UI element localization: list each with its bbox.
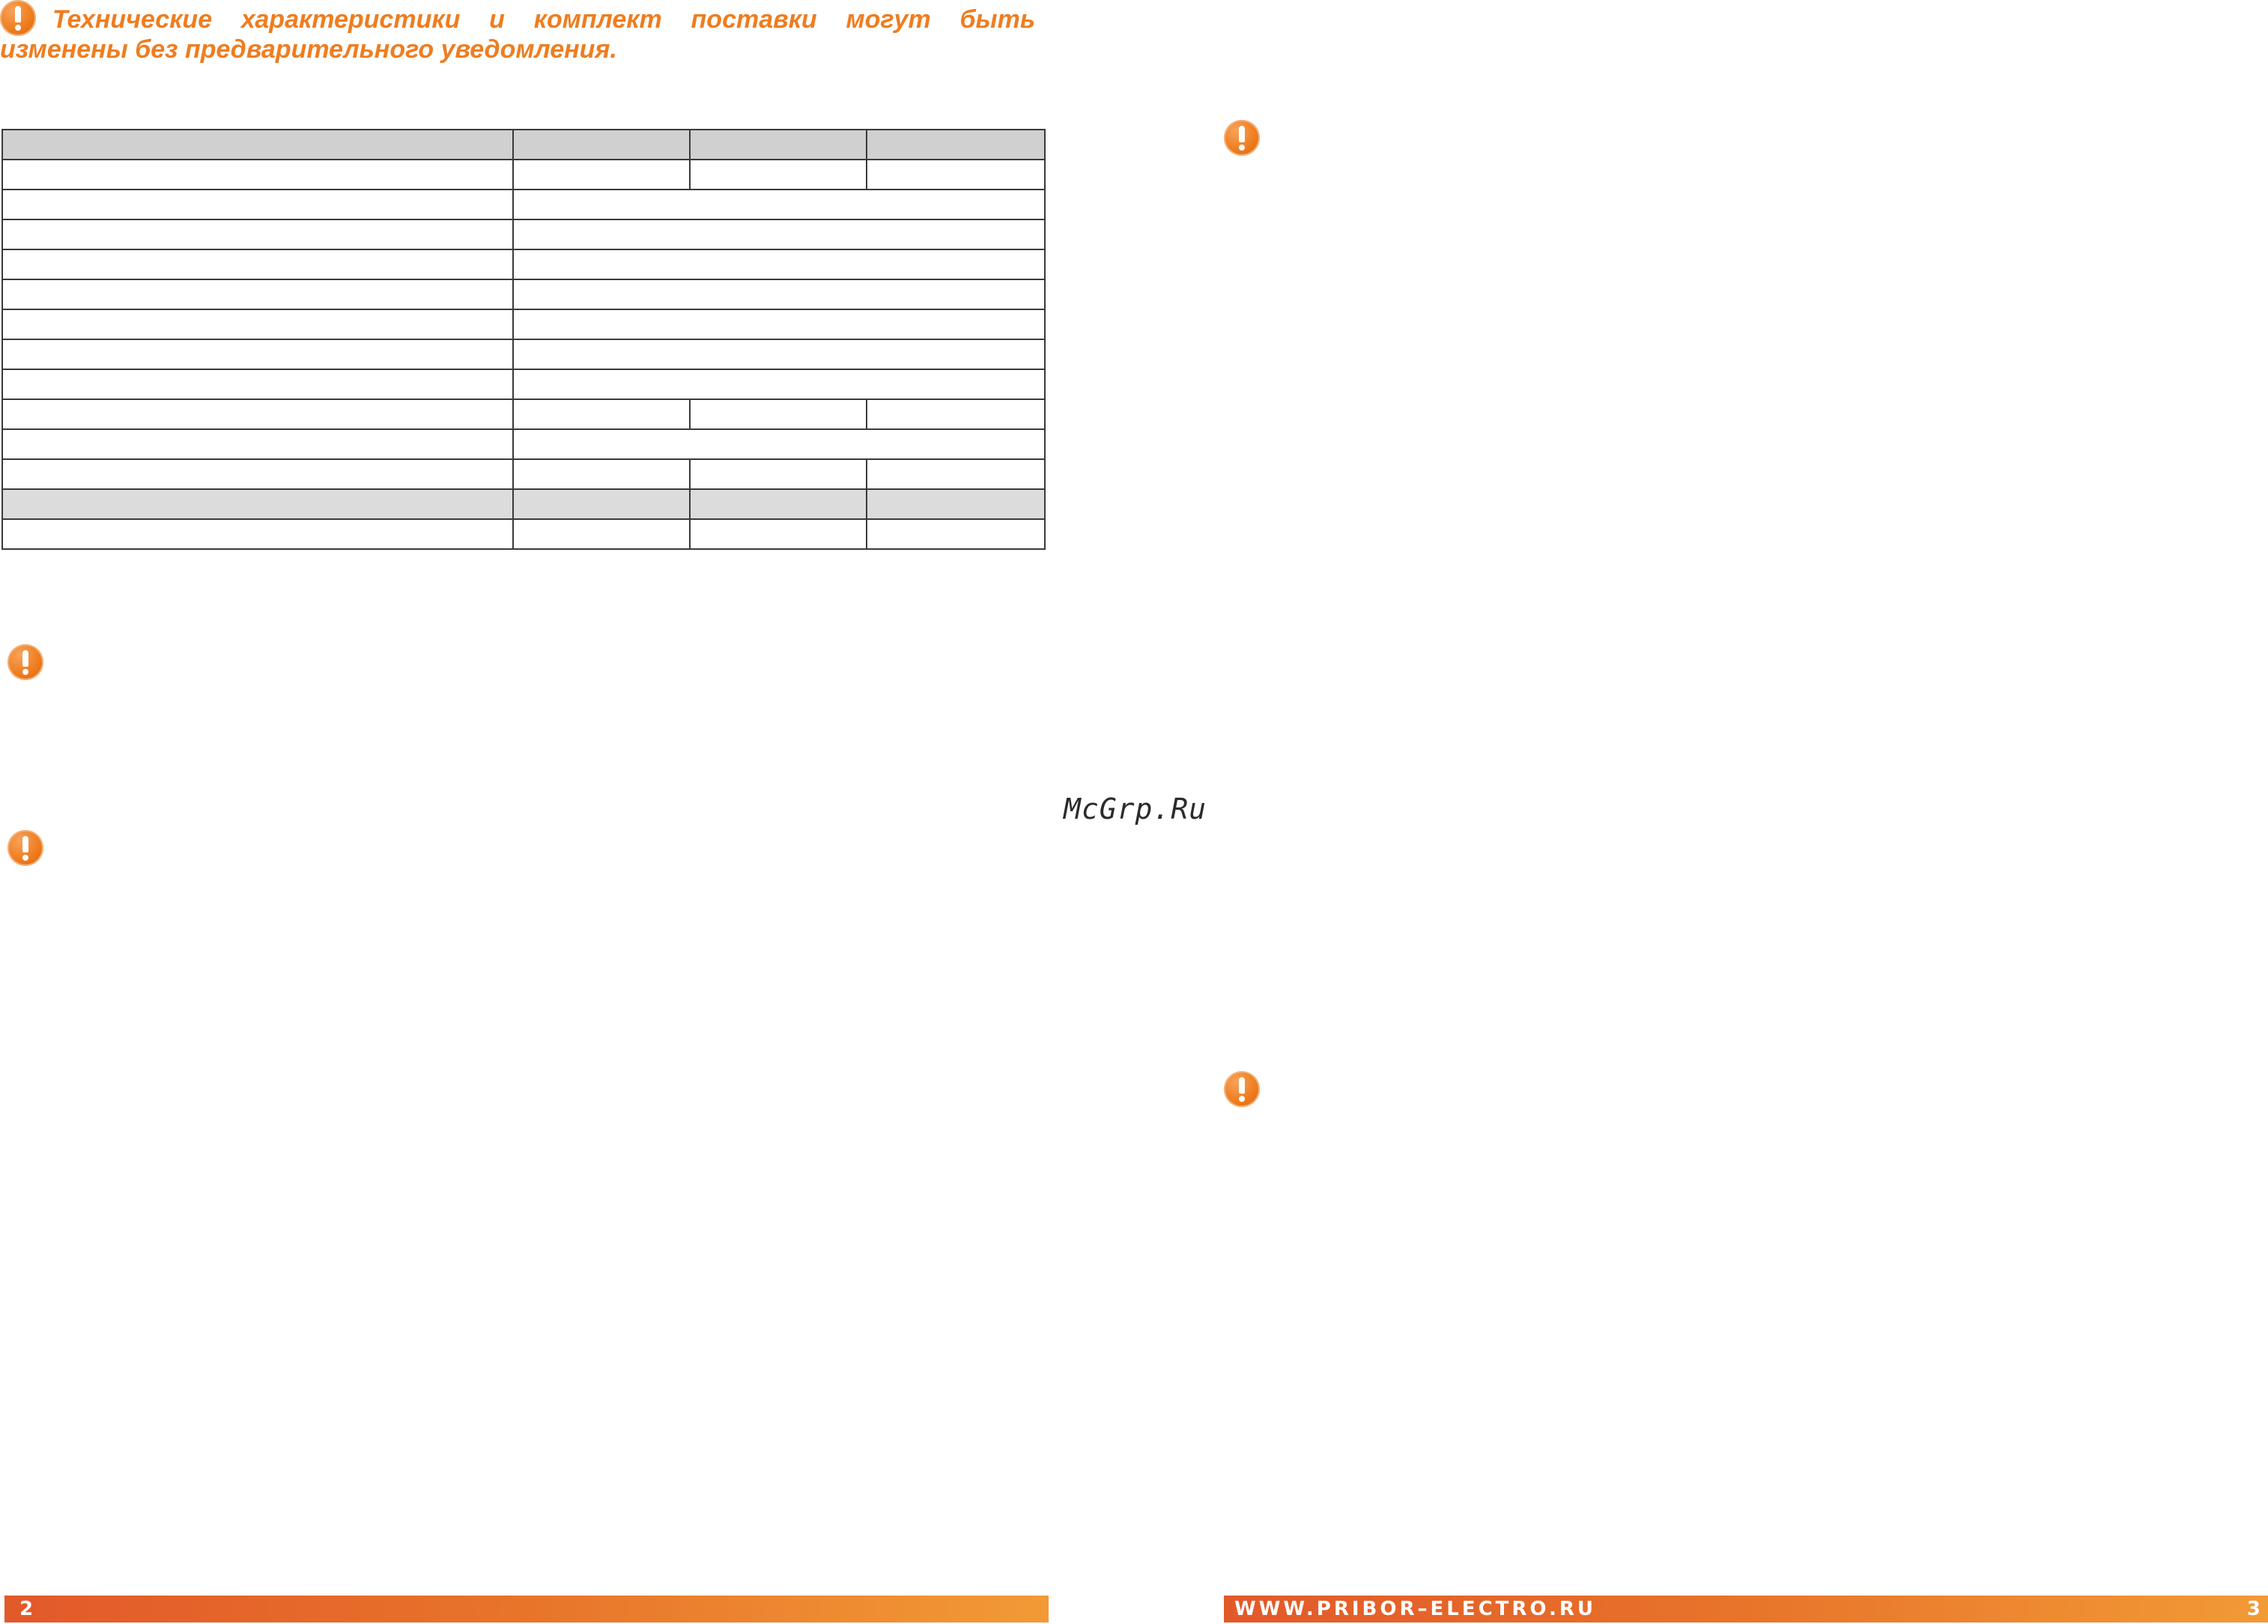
table-cell (2, 190, 513, 219)
table-cell (690, 130, 867, 160)
table-cell (2, 279, 513, 309)
table-row-shaded (2, 489, 1045, 519)
table-row (2, 279, 1045, 309)
spec-table (1, 129, 1046, 550)
table-row (2, 160, 1045, 190)
table-cell (867, 160, 1045, 190)
table-row (2, 190, 1045, 219)
table-cell (2, 339, 513, 369)
table-cell (2, 429, 513, 459)
website-link[interactable]: WWW.PRIBOR–ELECTRO.RU (1234, 1598, 1596, 1620)
page-number: 2 (19, 1598, 34, 1620)
table-row (2, 399, 1045, 429)
table-cell (867, 519, 1045, 549)
table-cell (2, 130, 513, 160)
table-cell (513, 459, 690, 489)
table-cell (513, 429, 1045, 459)
table-cell (690, 399, 867, 429)
table-cell (2, 369, 513, 399)
watermark: McGrp.Ru (1064, 793, 1207, 825)
table-cell (2, 249, 513, 279)
table-row (2, 369, 1045, 399)
table-row (2, 429, 1045, 459)
table-cell (513, 399, 690, 429)
table-cell (867, 399, 1045, 429)
table-row (2, 249, 1045, 279)
table-cell (513, 519, 690, 549)
table-cell (2, 309, 513, 339)
table-cell (690, 519, 867, 549)
table-row (2, 309, 1045, 339)
table-cell (513, 130, 690, 160)
table-cell (513, 279, 1045, 309)
table-cell (513, 369, 1045, 399)
table-cell (2, 489, 513, 519)
warning-icon (7, 644, 43, 680)
table-row (2, 519, 1045, 549)
table-cell (513, 339, 1045, 369)
table-cell (513, 249, 1045, 279)
table-row (2, 339, 1045, 369)
spec-change-notice (0, 4, 1035, 64)
table-row (2, 219, 1045, 249)
table-cell (513, 489, 690, 519)
table-cell (2, 160, 513, 190)
warning-icon (7, 830, 43, 866)
table-row (2, 459, 1045, 489)
table-cell (2, 219, 513, 249)
table-cell (690, 160, 867, 190)
table-cell (2, 399, 513, 429)
page-number: 3 (2246, 1598, 2261, 1620)
table-cell (513, 219, 1045, 249)
table-cell (690, 459, 867, 489)
table-cell (513, 190, 1045, 219)
warning-icon (1224, 1071, 1260, 1107)
footer-bar-right (1224, 1596, 2268, 1623)
table-cell (2, 459, 513, 489)
table-cell (513, 160, 690, 190)
table-cell (690, 489, 867, 519)
notice-text: Технические характеристики и комплект поставки могут быть изменены без предварительного уведомления. (0, 5, 1035, 64)
table-cell (867, 130, 1045, 160)
table-cell (867, 459, 1045, 489)
table-cell (2, 519, 513, 549)
table-cell (867, 489, 1045, 519)
table-cell (513, 309, 1045, 339)
footer-bar-left (4, 1596, 1049, 1623)
table-header-row (2, 130, 1045, 160)
warning-icon (1224, 120, 1260, 156)
